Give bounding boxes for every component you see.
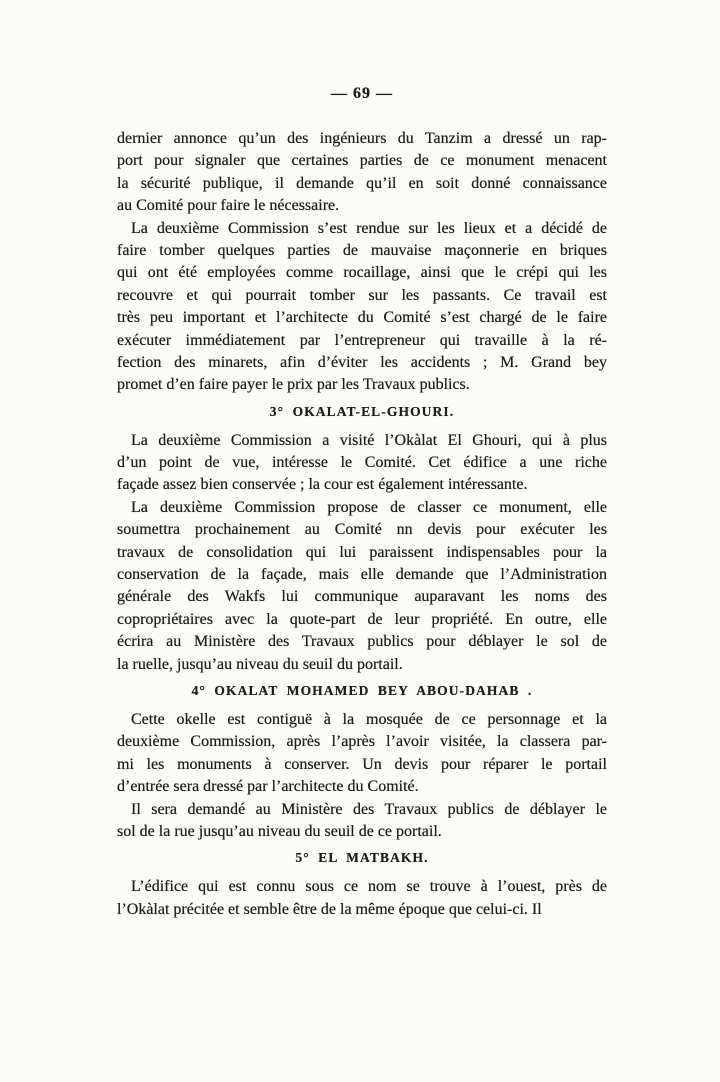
paragraph [117,430,607,497]
text-line: d’entrée sera dressé par l’architecte du Comité. [117,778,419,796]
text-line: La deuxième Commission s’est rendue sur les lieux et a décidé de [131,219,607,237]
text-line: copropriétaires avec la quote-part de leur propriété. En outre, elle [117,610,607,628]
text-column [117,84,607,921]
text-line: L’édifice qui est connu sous ce nom se trouve à l’ouest, près de [131,878,607,896]
text-line: soumettra prochainement au Comité nn devis pour exécuter les [117,521,607,539]
text-line: promet d’en faire payer le prix par les Travaux publics. [117,376,470,394]
text-line: très peu important et l’architecte du Comité s’est chargé de le faire [117,309,607,327]
text-line: générale des Wakfs lui communique auparavant les noms des [117,588,607,606]
text-line: d’un point de vue, intéresse le Comité. Cet édifice a une riche [117,454,607,472]
text-line: au Comité pour faire le nécessaire. [117,197,340,215]
text-line: mi les monuments à conserver. Un devis pour réparer le portail [117,755,607,773]
text-line: recouvre et qui pourrait tomber sur les passants. Ce travail est [117,286,607,304]
text-line: Il sera demandé au Ministère des Travaux publics de déblayer le [131,800,607,818]
text-line: exécuter immédiatement par l’entrepreneur qui travaille à la ré- [117,331,607,349]
paragraph [117,497,607,676]
paragraph [117,218,607,397]
paragraph [117,128,607,218]
text-line: faire tomber quelques parties de mauvaise maçonnerie en briques [117,241,607,259]
text-line: fection des minarets, afin d’éviter les accidents ; M. Grand bey [117,353,607,371]
text-line: La deuxième Commission propose de classer ce monument, elle [131,498,607,516]
paragraph [117,876,607,921]
page-number: — 69 — [331,85,393,102]
text-line: deuxième Commission, après l’après l’avoir visitée, la classera par- [117,733,607,751]
text-line: conservation de la façade, mais elle demande que l’Administration [117,566,607,584]
text-line: La deuxième Commission a visité l’Okàlat El Ghouri, qui à plus [131,431,607,449]
text-line: travaux de consolidation qui lui paraissent indispensables pour la [117,543,607,561]
text-line: dernier annonce qu’un des ingénieurs du Tanzim a dressé un rap- [117,130,607,147]
text-line: qui ont été employées comme rocaillage, ainsi que le crépi qui les [117,264,607,282]
text-line: la ruelle, jusqu’au niveau du seuil du portail. [117,655,403,673]
text-line: écrira au Ministère des Travaux publics pour déblayer le sol de [117,633,607,651]
section-heading: 5° EL MATBAKH. [295,850,429,866]
text-line: sol de la rue jusqu’au niveau du seuil de ce portail. [117,822,442,840]
paragraph [117,709,607,799]
text-line: Cette okelle est contiguë à la mosquée de ce personnage et la [131,710,607,728]
paragraph [117,799,607,844]
section-heading: 3° OKALAT-EL-GHOURI. [269,403,455,419]
page-body [117,128,607,921]
text-line: l’Okàlat précitée et semble être de la même époque que celui-ci. Il [117,900,542,918]
section-heading: 4° OKALAT MOHAMED BEY ABOU-DAHAB . [191,682,533,698]
text-line: façade assez bien conservée ; la cour est également intéressante. [117,476,528,494]
text-line: la sécurité publique, il demande qu’il en soit donné connaissance [117,174,607,192]
text-line: port pour signaler que certaines parties de ce monument menacent [117,152,607,170]
